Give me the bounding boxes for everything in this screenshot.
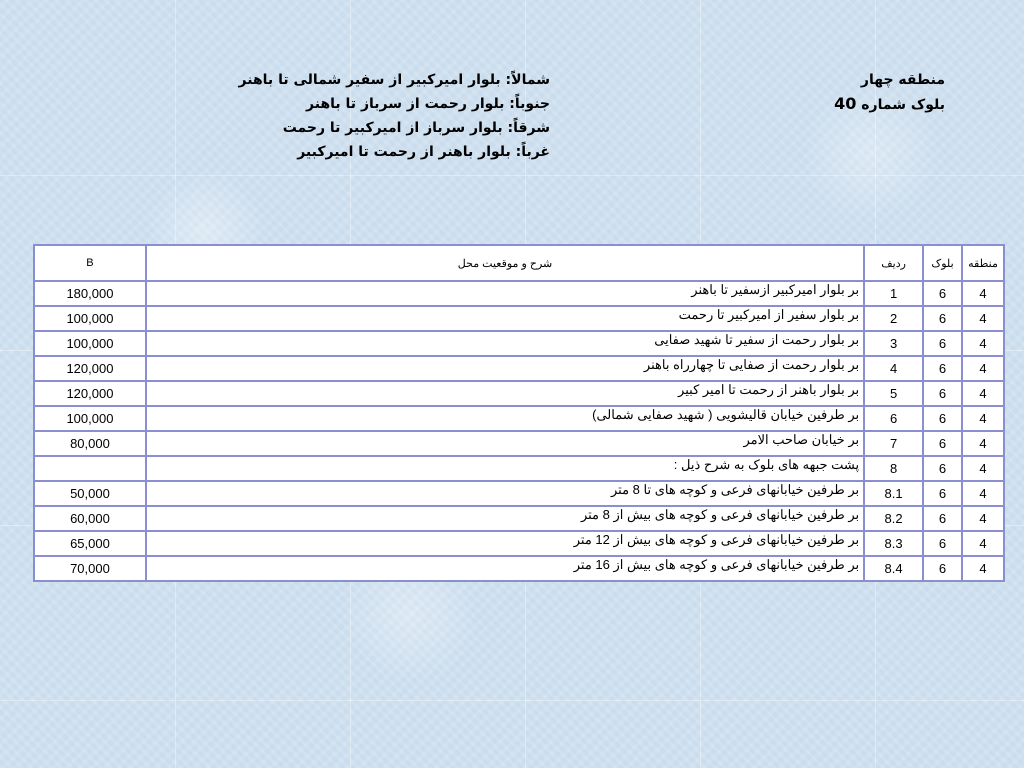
cell-price: 50,000 xyxy=(34,481,146,506)
cell-region: 4 xyxy=(962,431,1004,456)
cell-block: 6 xyxy=(923,406,962,431)
cell-region: 4 xyxy=(962,306,1004,331)
table-row xyxy=(34,431,1004,456)
cell-region: 4 xyxy=(962,356,1004,381)
cell-block: 6 xyxy=(923,281,962,306)
block-label: بلوک شماره xyxy=(861,97,945,113)
cell-price: 60,000 xyxy=(34,506,146,531)
cell-block: 6 xyxy=(923,481,962,506)
block-number-line xyxy=(760,92,945,117)
header-row: ردیف xyxy=(864,245,923,281)
cell-description: بر طرفین خیابانهای فرعی و کوچه های بیش از 12 متر xyxy=(146,531,864,556)
cell-region: 4 xyxy=(962,531,1004,556)
cell-block: 6 xyxy=(923,381,962,406)
cell-description: بر بلوار امیرکبیر ازسفیر تا باهنر xyxy=(146,281,864,306)
cell-price: 120,000 xyxy=(34,356,146,381)
table-header-row xyxy=(34,245,1004,281)
cell-description: بر طرفین خیابانهای فرعی و کوچه های تا 8 متر xyxy=(146,481,864,506)
cell-description: بر بلوار سفیر از امیرکبیر تا رحمت xyxy=(146,306,864,331)
cell-row: 6 xyxy=(864,406,923,431)
table-row xyxy=(34,381,1004,406)
region-label: منطقه چهار xyxy=(860,72,945,88)
cell-price: 120,000 xyxy=(34,381,146,406)
cell-row: 8.2 xyxy=(864,506,923,531)
cell-row: 8.3 xyxy=(864,531,923,556)
background-tile-line xyxy=(0,175,1024,176)
cell-block: 6 xyxy=(923,431,962,456)
cell-row: 8.4 xyxy=(864,556,923,581)
cell-block: 6 xyxy=(923,506,962,531)
cell-row: 8.1 xyxy=(864,481,923,506)
cell-block: 6 xyxy=(923,306,962,331)
cell-block: 6 xyxy=(923,331,962,356)
cell-description: بر طرفین خیابانهای فرعی و کوچه های بیش از 16 متر xyxy=(146,556,864,581)
block-number: 40 xyxy=(834,94,857,113)
table-row xyxy=(34,306,1004,331)
cell-description: بر بلوار رحمت از صفایی تا چهارراه باهنر xyxy=(146,356,864,381)
cell-region: 4 xyxy=(962,406,1004,431)
cell-description: بر طرفین خیابانهای فرعی و کوچه های بیش از 8 متر xyxy=(146,506,864,531)
header-description: شرح و موقعیت محل xyxy=(146,245,864,281)
cell-price: 100,000 xyxy=(34,406,146,431)
boundary-south: جنوباً: بلوار رحمت از سرباز تا باهنر xyxy=(306,96,550,112)
header-region: منطقه xyxy=(962,245,1004,281)
cell-description: بر خیابان صاحب الامر xyxy=(146,431,864,456)
region-block-heading xyxy=(760,68,945,117)
table-row xyxy=(34,281,1004,306)
cell-row: 8 xyxy=(864,456,923,481)
table-row xyxy=(34,356,1004,381)
cell-price xyxy=(34,456,146,481)
cell-price: 80,000 xyxy=(34,431,146,456)
block-boundaries xyxy=(200,68,550,164)
cell-description: بر بلوار باهنر از رحمت تا امیر کبیر xyxy=(146,381,864,406)
cell-row: 2 xyxy=(864,306,923,331)
cell-block: 6 xyxy=(923,531,962,556)
cell-row: 3 xyxy=(864,331,923,356)
cell-region: 4 xyxy=(962,331,1004,356)
cell-block: 6 xyxy=(923,556,962,581)
cell-region: 4 xyxy=(962,506,1004,531)
table-row xyxy=(34,506,1004,531)
table-row xyxy=(34,556,1004,581)
cell-row: 7 xyxy=(864,431,923,456)
cell-price: 100,000 xyxy=(34,331,146,356)
cell-region: 4 xyxy=(962,381,1004,406)
cell-block: 6 xyxy=(923,356,962,381)
table-row xyxy=(34,406,1004,431)
boundary-east: شرقاً: بلوار سرباز از امیرکبیر تا رحمت xyxy=(282,120,550,136)
cell-region: 4 xyxy=(962,281,1004,306)
boundary-north: شمالاً: بلوار امیرکبیر از سفیر شمالی تا باهنر xyxy=(238,72,550,88)
table-row xyxy=(34,531,1004,556)
table-row xyxy=(34,331,1004,356)
cell-row: 4 xyxy=(864,356,923,381)
background-tile-line xyxy=(0,700,1024,701)
header-block: بلوک xyxy=(923,245,962,281)
table-row xyxy=(34,456,1004,481)
cell-description: بر بلوار رحمت از سفیر تا شهید صفایی xyxy=(146,331,864,356)
cell-price: 65,000 xyxy=(34,531,146,556)
table-row xyxy=(34,481,1004,506)
land-price-table xyxy=(33,244,1005,582)
boundary-west: غرباً: بلوار باهنر از رحمت تا امیرکبیر xyxy=(297,144,550,160)
cell-description: بر طرفین خیابان قالیشویی ( شهید صفایی شمالی) xyxy=(146,406,864,431)
cell-price: 180,000 xyxy=(34,281,146,306)
cell-price: 100,000 xyxy=(34,306,146,331)
header-price: B xyxy=(34,245,146,281)
cell-description: پشت جبهه های بلوک به شرح ذیل : xyxy=(146,456,864,481)
cell-row: 5 xyxy=(864,381,923,406)
cell-block: 6 xyxy=(923,456,962,481)
cell-row: 1 xyxy=(864,281,923,306)
cell-region: 4 xyxy=(962,481,1004,506)
cell-price: 70,000 xyxy=(34,556,146,581)
cell-region: 4 xyxy=(962,456,1004,481)
cell-region: 4 xyxy=(962,556,1004,581)
